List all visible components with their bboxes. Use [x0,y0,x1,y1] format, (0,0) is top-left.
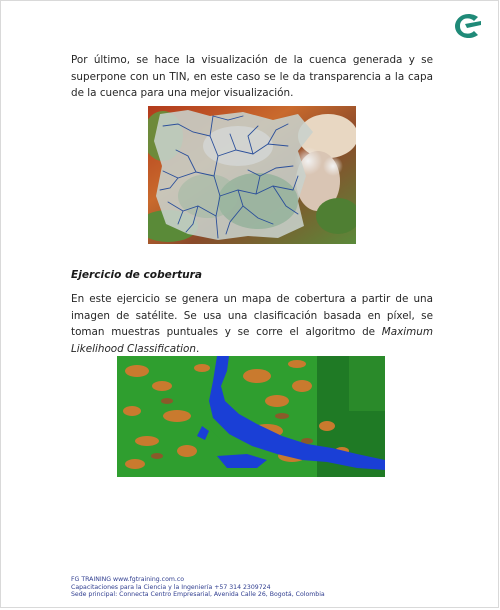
coverage-paragraph-tail: . [195,342,200,355]
fg-training-logo-icon [454,13,482,39]
exercise-heading: Ejercicio de cobertura [71,269,203,281]
visualization-paragraph: Por último, se hace la visualización de la cuenca generada y se superpone con un TIN, en este caso se le da transparencia a la capa de la cuenca para una mejor visualización. [71,54,433,100]
algorithm-name: Maximum Likelihood Classification [71,326,433,355]
land-cover-classification-map [117,356,385,477]
coverage-paragraph [71,291,433,357]
footer-address: Sede principal: Connecta Centro Empresarial, Avenida Calle 26, Bogotá, Colombia [71,591,325,599]
coverage-paragraph-lead: En este ejercicio se genera un mapa de cobertura a partir de una imagen de satélite. Se usa una clasificación basada en píxel, se toman muestras puntuales y se corre el algoritmo de [71,293,433,339]
footer-company: FG TRAINING www.fgtraining.com.co [71,576,185,583]
watershed-tin-map [148,106,356,244]
footer-tagline: Capacitaciones para la Ciencia y la Ingeniería +57 314 2309724 [71,583,271,591]
footer [71,576,325,599]
